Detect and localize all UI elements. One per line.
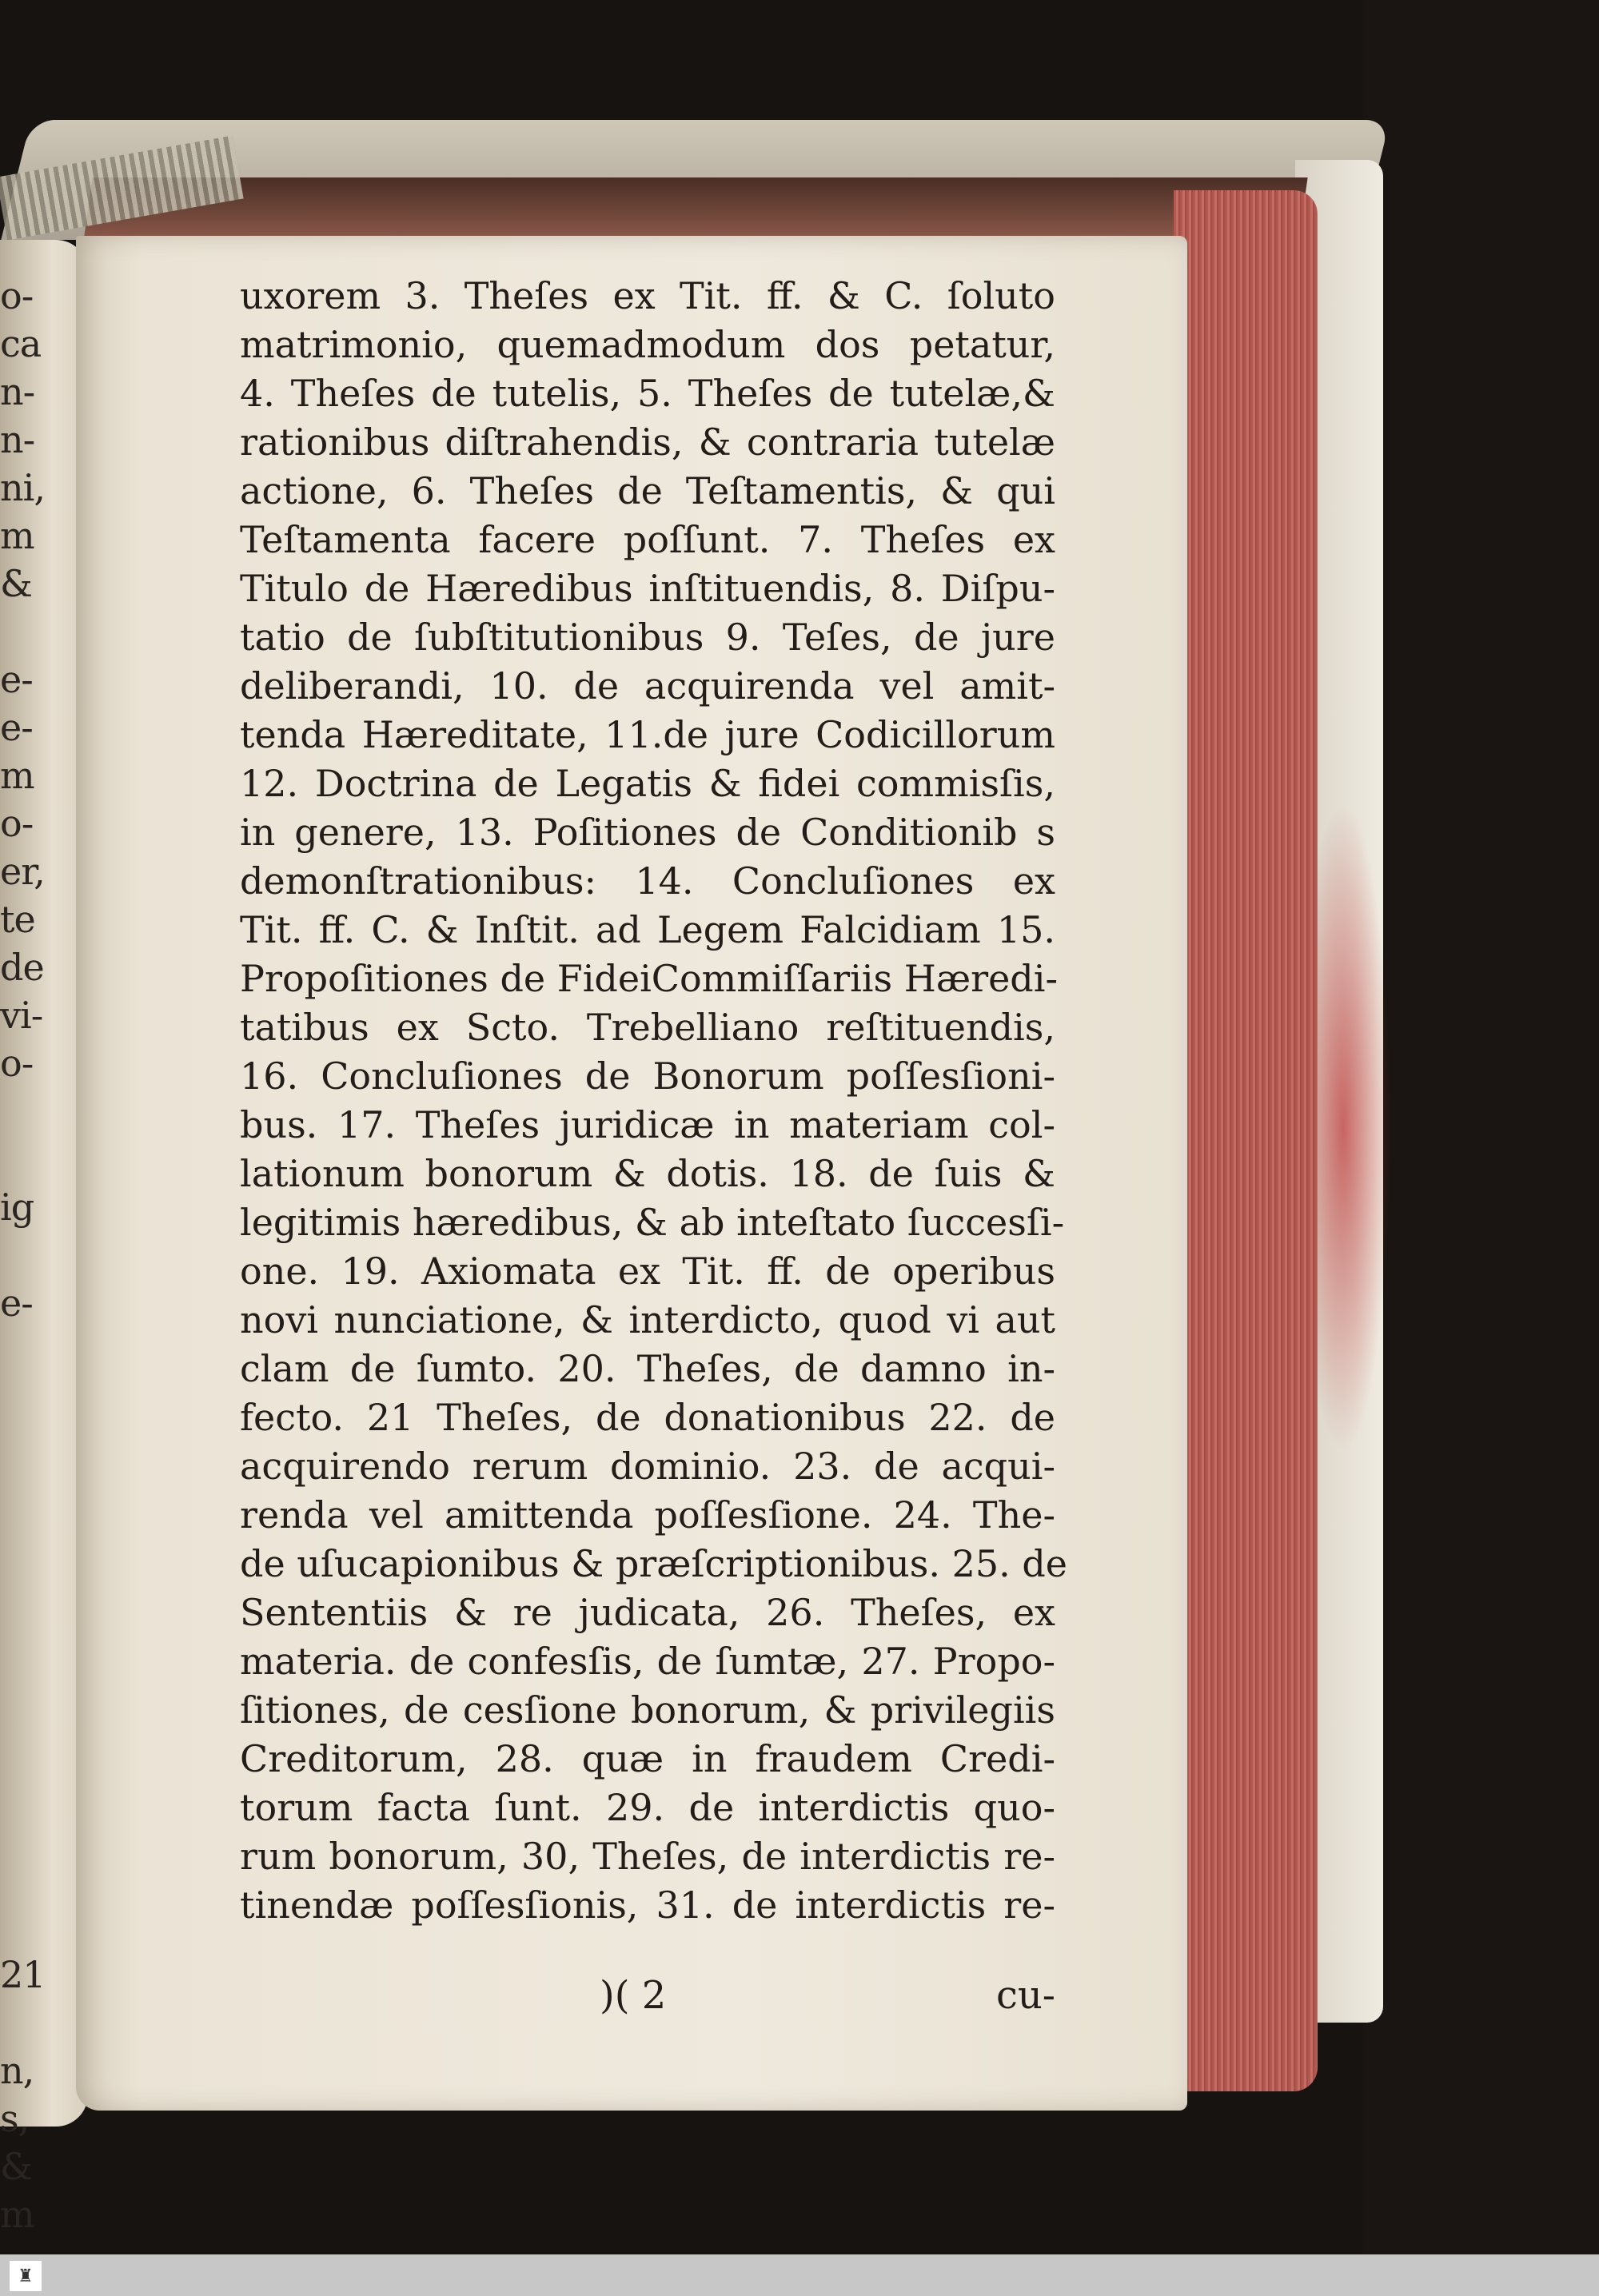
left-fragment: ni, [0,466,45,509]
text-line: actione, 6. Theſes de Teſtamentis, & qui [240,469,1055,512]
text-line: Teſtamenta facere poſſunt. 7. Theſes ex [240,518,1055,561]
text-line: Titulo de Hæredibus inſtituendis, 8. Diſpu- [240,567,1055,610]
left-fragment [0,1423,40,1471]
text-line: fecto. 21 Theſes, de donationibus 22. de [240,1396,1055,1439]
text-line: tatibus ex Scto. Trebelliano reſtituendis, [240,1006,1055,1049]
text-line: ſitiones, de cesſione bonorum, & privilegiis [240,1688,1055,1732]
left-fragment: 21 [0,1953,46,1996]
left-fragment: m [0,2193,34,2236]
text-line: tenda Hæreditate, 11.de jure Codicillorum [240,713,1055,756]
text-line: demonſtrationibus: 14. Concluſiones ex [240,859,1055,903]
text-line: matrimonio, quemadmodum dos petatur, [240,323,1055,366]
left-fragment [0,1807,40,1855]
left-fragment: o- [0,802,34,845]
catchword: cu- [995,1973,1055,2018]
text-line: novi nunciatione, & interdicto, quod vi aut [240,1298,1055,1341]
left-fragment: de [0,946,44,989]
left-page-text-fragments [0,272,46,2238]
left-fragment [0,1231,40,1279]
left-fragment: n, [0,2049,34,2092]
text-line: deliberandi, 10. de acquirenda vel amit- [240,664,1055,708]
text-line: 12. Doctrina de Legatis & fidei commisſis, [240,762,1055,805]
left-fragment [0,1999,40,2047]
text-line: Tit. ff. C. & Inſtit. ad Legem Falcidiam 15. [240,908,1055,951]
left-fragment: o- [0,274,34,317]
text-line: 4. Theſes de tutelis, 5. Theſes de tutelæ,& [240,372,1055,415]
left-fragment [0,1663,40,1711]
text-line: legitimis hæredibus, & ab inteſtato ſuccesſi- [240,1201,1065,1244]
left-fragment: e- [0,658,33,701]
text-line: bus. 17. Theſes juridicæ in materiam col- [240,1103,1055,1146]
left-fragment [0,1855,40,1903]
left-fragment [0,1375,40,1423]
book-top-edge [83,177,1307,241]
text-line: Propoſitiones de FideiCommiſſariis Hæredi- [240,957,1059,1000]
left-fragment: e- [0,1282,33,1325]
text-line: Creditorum, 28. quæ in fraudem Credi- [240,1737,1055,1780]
left-fragment [0,1903,40,1951]
text-line: materia. de confesſis, de ſumtæ, 27. Propo- [240,1640,1055,1683]
left-fragment: n- [0,370,35,413]
text-line: rationibus diſtrahendis, & contraria tutelæ [240,421,1055,464]
text-line: torum facta ſunt. 29. de interdictis quo- [240,1786,1055,1829]
text-line: clam de ſumto. 20. Theſes, de damno in- [240,1347,1055,1390]
right-backdrop [1363,0,1599,2254]
left-fragment: er, [0,850,45,893]
text-line: tinendæ poſſesſionis, 31. de interdictis re- [240,1883,1055,1927]
text-line: 16. Concluſiones de Bonorum poſſesſioni- [240,1054,1055,1098]
left-fragment: m [0,754,34,797]
library-logo-icon[interactable]: ♜ [10,2261,42,2291]
left-fragment [0,1567,40,1615]
text-line: rum bonorum, 30, Theſes, de interdictis re- [240,1835,1055,1878]
book-fore-edge [1174,190,1318,2091]
text-line: acquirendo rerum dominio. 23. de acqui- [240,1445,1055,1488]
left-fragment [0,608,40,656]
text-line: Sententiis & re judicata, 26. Theſes, ex [240,1591,1055,1634]
text-line: one. 19. Axiomata ex Tit. ff. de operibus [240,1250,1055,1293]
left-fragment [0,1327,40,1375]
left-fragment [0,1519,40,1567]
left-fragment: te [0,898,35,941]
left-fragment: s, [0,2097,30,2140]
left-fragment [0,1711,40,1759]
left-fragment: & [0,562,32,605]
left-fragment: & [0,2145,32,2188]
text-line: uxorem 3. Theſes ex Tit. ff. & C. ſoluto [240,274,1055,317]
left-fragment [0,1471,40,1519]
text-line: renda vel amittenda poſſesſione. 24. The- [240,1493,1055,1537]
left-fragment [0,1615,40,1663]
text-line: tatio de ſubſtitutionibus 9. Teſes, de jure [240,616,1055,659]
left-fragment [0,1135,40,1183]
left-fragment: m [0,514,34,557]
text-line: de uſucapionibus & præſcriptionibus. 25. de [240,1542,1068,1585]
viewer-bottom-bar [0,2254,1599,2296]
left-fragment: n- [0,418,35,461]
signature-mark: )( 2 [600,1973,667,2018]
page-body-text [240,272,1068,1930]
text-line: lationum bonorum & dotis. 18. de ſuis & [240,1152,1055,1195]
left-fragment: e- [0,706,33,749]
left-fragment: ig [0,1186,34,1229]
left-fragment [0,1759,40,1807]
text-line: in genere, 13. Poſitiones de Conditionib s [240,811,1055,854]
red-stain [1311,799,1391,1455]
left-fragment: ca [0,322,42,365]
left-fragment [0,1087,40,1135]
left-fragment: vi- [0,994,43,1037]
left-fragment: o- [0,1042,34,1085]
